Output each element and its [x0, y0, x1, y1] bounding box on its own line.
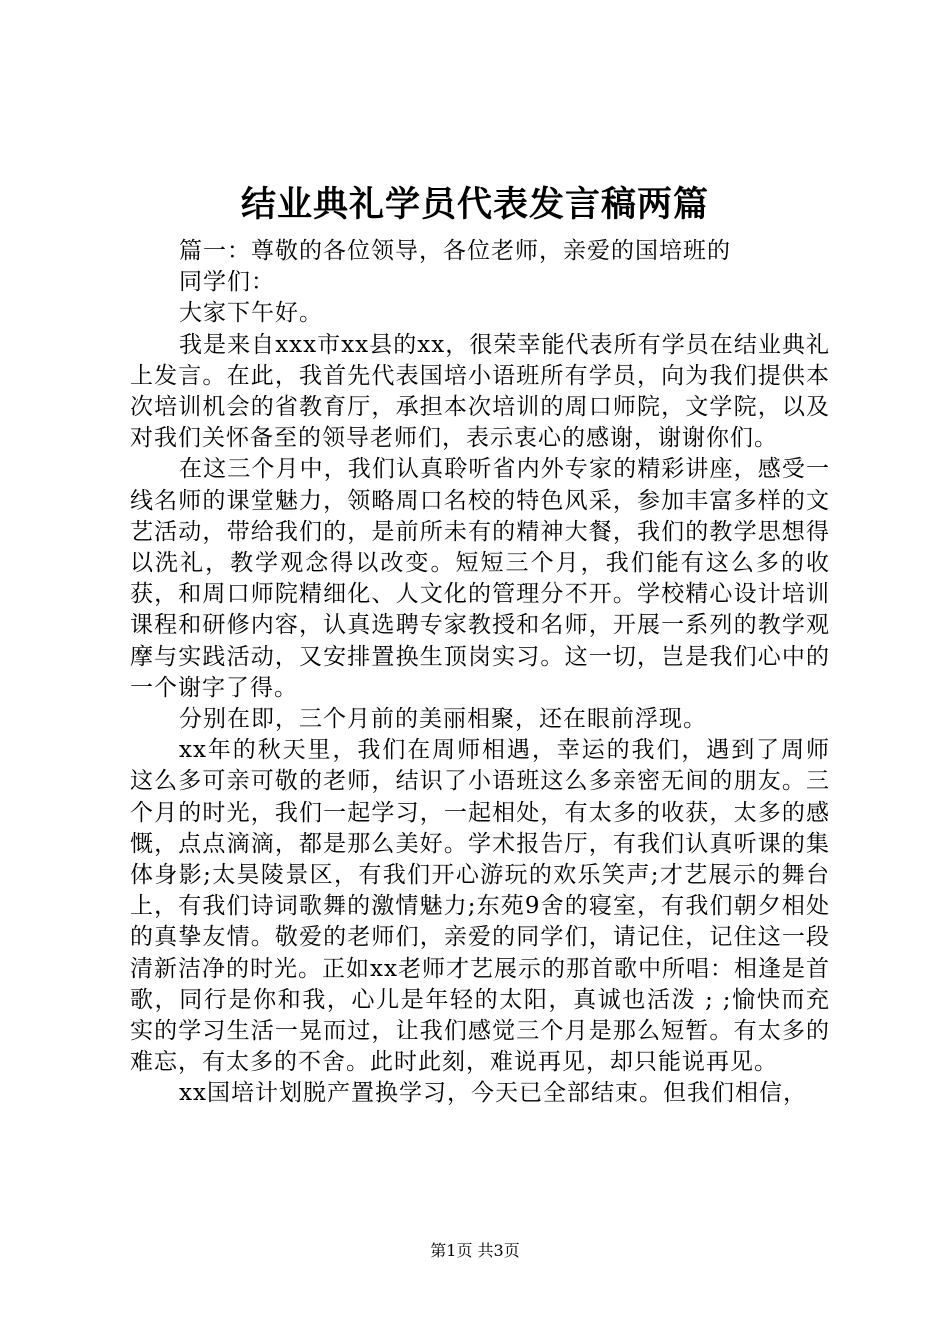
- paragraph-greeting: 大家下午好。: [179, 300, 323, 327]
- page-number-footer: 第1页 共3页: [430, 1241, 520, 1260]
- document-title: 结业典礼学员代表发言稿两篇: [240, 184, 709, 225]
- paragraph-gains: 在这三个月中，我们认真聆听省内外专家的精彩讲座，感受一线名师的课堂魅力，领略周口名校的特色风采，参加丰富多样的文艺活动，带给我们的，是前所未有的精神大餐，我们的教学思想得以洗礼，教学观念得以改变。短短三个月，我们能有这么多的收获，和周口师院精细化、人文化的管理分不开。学校精心设计培训课程和研修内容，认真选聘专家教授和名师，开展一系列的教学观摩与实践活动，又安排置换生顶岗实习。这一切，岂是我们心中的一个谢字了得。: [130, 456, 830, 701]
- paragraph-salutation-cont: 同学们：: [179, 269, 275, 296]
- paragraph-memories: xx年的秋天里，我们在周师相遇，幸运的我们，遇到了周师这么多可亲可敬的老师，结识了小语班这么多亲密无间的朋友。三个月的时光，我们一起学习，一起相处，有太多的收获，太多的感慨，点点滴滴，都是那么美好。学术报告厅，有我们认真听课的集体身影;太昊陵景区，有我们开心游玩的欢乐笑声;才艺展示的舞台上，有我们诗词歌舞的激情魅力;东苑9舍的寝室，有我们朝夕相处的真挚友情。敬爱的老师们，亲爱的同学们，请记住，记住这一段清新洁净的时光。正如xx老师才艺展示的那首歌中所唱：相逢是首歌，同行是你和我，心儿是年轻的太阳，真诚也活泼 ; ;愉快而充实的学习生活一晃而过，让我们感觉三个月是那么短暂。有太多的难忘，有太多的不舍。此时此刻，难说再见，却只能说再见。: [130, 737, 830, 1076]
- paragraph-parting: 分别在即，三个月前的美丽相聚，还在眼前浮现。: [179, 706, 707, 733]
- paragraph-intro: 我是来自xxx市xx县的xx，很荣幸能代表所有学员在结业典礼上发言。在此，我首先代表国培小语班所有学员，向为我们提供本次培训机会的省教育厅，承担本次培训的周口师院，文学院，以及对我们关怀备至的领导老师们，表示衷心的感谢，谢谢你们。: [130, 331, 830, 452]
- paragraph-salutation: 篇一：尊敬的各位领导，各位老师，亲爱的国培班的: [179, 238, 731, 264]
- document-body: [130, 236, 830, 1110]
- paragraph-closing: xx国培计划脱产置换学习，今天已全部结束。但我们相信，: [179, 1080, 807, 1107]
